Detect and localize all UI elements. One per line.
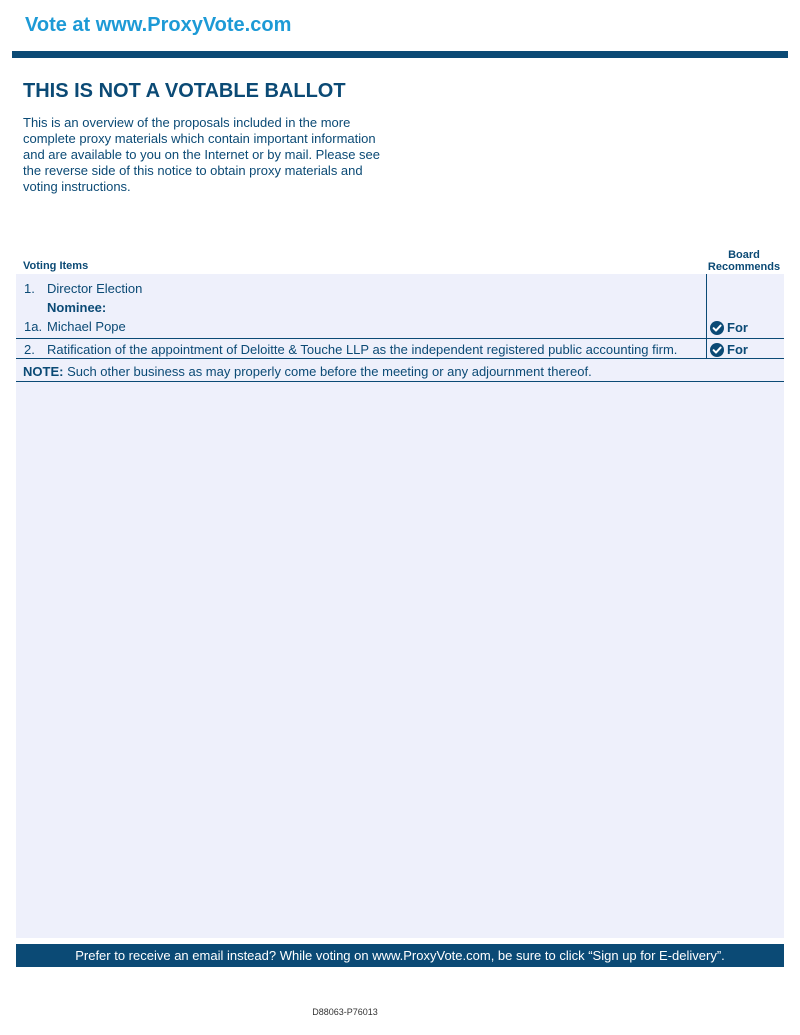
edelivery-banner: Prefer to receive an email instead? While voting on www.ProxyVote.com, be sure to click “Sign up for E-delivery”. — [16, 944, 784, 967]
item-1-text: Director Election — [47, 281, 143, 296]
nominee-label: Nominee: — [47, 300, 107, 315]
column-divider — [706, 274, 707, 358]
header-title[interactable]: Vote at www.ProxyVote.com — [25, 14, 292, 36]
row-divider — [16, 381, 784, 382]
checkmark-circle-icon — [710, 321, 724, 335]
recommendation-label: For — [727, 320, 748, 335]
item-1a-number: 1a. — [24, 319, 43, 334]
board-header-line1: Board — [728, 249, 760, 261]
item-2-number: 2. — [24, 342, 35, 357]
item-1-number: 1. — [24, 281, 35, 296]
board-header-line2: Recommends — [707, 261, 781, 273]
checkmark-circle-icon — [710, 343, 724, 357]
recommendation-label: For — [727, 342, 748, 357]
ballot-heading: THIS IS NOT A VOTABLE BALLOT — [23, 80, 346, 102]
note — [23, 364, 592, 379]
item-2-recommendation — [710, 342, 748, 357]
board-recommends-header — [704, 249, 784, 273]
item-1a-recommendation — [710, 320, 748, 335]
row-divider — [16, 338, 784, 339]
item-1a-text: Michael Pope — [47, 319, 126, 334]
note-label: NOTE: — [23, 364, 64, 379]
row-divider — [16, 358, 784, 359]
item-2-text: Ratification of the appointment of Deloitte & Touche LLP as the independent registered public accounting firm. — [47, 342, 678, 357]
voting-items-header: Voting Items — [23, 260, 89, 272]
document-code: D88063-P76013 — [312, 1007, 378, 1017]
header-rule — [12, 51, 788, 58]
intro-paragraph: This is an overview of the proposals included in the more complete proxy materials which contain important information and are available to you on the Internet or by mail. Please see the reverse side of this notice to obtain proxy materials and voting instructions. — [23, 115, 380, 194]
note-text: Such other business as may properly come before the meeting or any adjournment thereof. — [63, 364, 592, 379]
